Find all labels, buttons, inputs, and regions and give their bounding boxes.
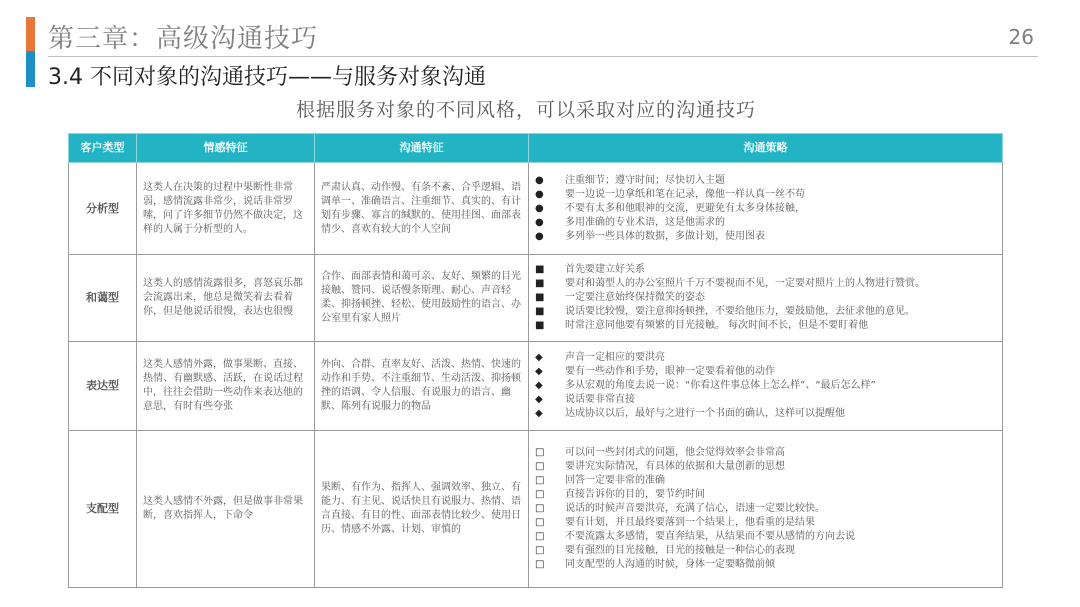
bullet-checkbox-icon: □	[535, 503, 545, 514]
table-header-row	[69, 134, 1003, 163]
communication-table	[68, 133, 1003, 588]
strategy-text: 直接告诉你的目的，要节约时间	[565, 489, 705, 500]
bullet-checkbox-icon: □	[535, 489, 545, 500]
bullet-checkbox-icon: □	[535, 559, 545, 570]
strategy-text: 不要流露太多感情，要直奔结果，从结果而不要从感情的方向去说	[565, 531, 855, 542]
list-item	[535, 216, 996, 230]
section-title: 3.4 不同对象的沟通技巧——与服务对象沟通	[48, 65, 486, 90]
list-item	[535, 474, 996, 488]
column-header-strategy: 沟通策略	[529, 134, 1003, 163]
bullet-circle-icon: ●	[535, 174, 544, 186]
strategy-text: 注重细节；遵守时间；尽快切入主题	[565, 174, 725, 186]
bullet-diamond-icon: ◆	[535, 380, 543, 391]
strategy-text: 回答一定要非常的准确	[565, 475, 665, 486]
list-item	[535, 319, 996, 333]
list-item	[535, 446, 996, 460]
bullet-diamond-icon: ◆	[535, 394, 543, 405]
emotion-cell: 这类人在决策的过程中果断性非常弱，感情流露非常少，说话非常罗嗦，问了许多细节仍然不做决定，这样的人属于分析型的人。	[137, 163, 315, 255]
strategy-text: 说话要比较慢，要注意抑扬顿挫，不要给他压力，要鼓励他，去征求他的意见。	[565, 306, 915, 317]
strategy-list	[535, 446, 996, 572]
communication-cell: 严肃认真、动作慢、有条不紊、合乎逻辑、语调单一、准确语言、注重细节、真实的、有计划有步骤、寡言的缄默的、使用挂图、面部表情少、喜欢有较大的个人空间	[315, 163, 529, 255]
list-item	[535, 291, 996, 305]
communication-cell: 外向、合群、直率友好、活泼、热情、快速的动作和手势、不注重细节、生动活泼、抑扬顿挫的语调、令人信服、有说服力的语言、幽默、陈列有说服力的物品	[315, 342, 529, 431]
accent-bar	[26, 17, 35, 87]
table-row	[69, 255, 1003, 342]
subtitle: 根据服务对象的不同风格，可以采取对应的沟通技巧	[296, 99, 757, 121]
list-item	[535, 558, 996, 572]
strategy-text: 说话要非常直接	[565, 394, 635, 405]
strategy-text: 可以问一些封闭式的问题，他会觉得效率会非常高	[565, 447, 785, 458]
strategy-text: 说话的时候声音要洪亮，充满了信心，语速一定要比较快。	[565, 503, 825, 514]
strategy-list	[535, 263, 996, 333]
list-item	[535, 351, 996, 365]
list-item	[535, 544, 996, 558]
customer-type-cell: 分析型	[69, 163, 137, 255]
strategy-text: 首先要建立好关系	[565, 264, 645, 275]
strategy-cell	[529, 163, 1003, 255]
bullet-circle-icon: ●	[535, 202, 544, 214]
strategy-text: 达成协议以后，最好与之进行一个书面的确认，这样可以提醒他	[565, 408, 845, 419]
strategy-text: 声音一定相应的要洪亮	[565, 352, 665, 363]
customer-type-cell: 和蔼型	[69, 255, 137, 342]
bullet-checkbox-icon: □	[535, 447, 545, 458]
bullet-circle-icon: ●	[535, 230, 544, 242]
bullet-circle-icon: ●	[535, 216, 544, 228]
list-item	[535, 516, 996, 530]
bullet-checkbox-icon: □	[535, 517, 545, 528]
bullet-diamond-icon: ◆	[535, 408, 543, 419]
strategy-text: 多用准确的专业术语，这是他需求的	[565, 216, 725, 228]
bullet-square-icon: ■	[535, 278, 545, 289]
bullet-checkbox-icon: □	[535, 531, 545, 542]
strategy-list	[535, 351, 996, 421]
strategy-text: 多列举一些具体的数据，多做计划，使用图表	[565, 230, 765, 242]
strategy-text: 要一边说一边拿纸和笔在记录，像他一样认真一丝不苟	[565, 188, 805, 200]
bullet-checkbox-icon: □	[535, 461, 545, 472]
strategy-cell	[529, 342, 1003, 431]
header-divider	[48, 56, 1038, 57]
customer-type-cell: 支配型	[69, 431, 137, 588]
list-item	[535, 488, 996, 502]
column-header-customer-type: 客户类型	[69, 134, 137, 163]
bullet-square-icon: ■	[535, 264, 545, 275]
emotion-cell: 这类人感情不外露，但是做事非常果断，喜欢指挥人，下命令	[137, 431, 315, 588]
list-item	[535, 174, 996, 188]
strategy-text: 要有强烈的目光接触，目光的接触是一种信心的表现	[565, 545, 795, 556]
list-item	[535, 277, 996, 291]
list-item	[535, 230, 996, 244]
list-item	[535, 460, 996, 474]
list-item	[535, 407, 996, 421]
emotion-cell: 这类人的感情流露很多，喜怒哀乐都会流露出来，他总是微笑着去看着你，但是他说话很慢，表达也很慢	[137, 255, 315, 342]
emotion-cell: 这类人感情外露，做事果断、直接、热情、有幽默感、活跃，在说话过程中，往往会借助一些动作来表达他的意思，有时有些夸张	[137, 342, 315, 431]
bullet-checkbox-icon: □	[535, 545, 545, 556]
list-item	[535, 188, 996, 202]
strategy-list	[535, 174, 996, 244]
strategy-text: 同支配型的人沟通的时候，身体一定要略微前倾	[565, 559, 775, 570]
bullet-circle-icon: ●	[535, 188, 544, 200]
strategy-text: 时常注意同他要有频繁的目光接触。 每次时间不长，但是不要盯着他	[565, 320, 869, 331]
list-item	[535, 393, 996, 407]
bullet-checkbox-icon: □	[535, 475, 545, 486]
table-row	[69, 163, 1003, 255]
column-header-communication: 沟通特征	[315, 134, 529, 163]
bullet-diamond-icon: ◆	[535, 366, 543, 377]
strategy-cell	[529, 255, 1003, 342]
customer-type-cell: 表达型	[69, 342, 137, 431]
communication-cell: 果断、有作为、指挥人、强调效率、独立、有能力、有主见、说话快且有说服力、热情、语言直接、有目的性、面部表情比较少、使用日历、情感不外露、计划、审慎的	[315, 431, 529, 588]
strategy-text: 要对和蔼型人的办公室照片千万不要视而不见，一定要对照片上的人物进行赞赏。	[565, 278, 925, 289]
communication-cell: 合作、面部表情和蔼可亲、友好、频繁的目光接触、赞同、说话慢条斯理、耐心、声音轻柔、抑扬顿挫、轻松、使用鼓励性的语言、办公室里有家人照片	[315, 255, 529, 342]
strategy-cell	[529, 431, 1003, 588]
bullet-square-icon: ■	[535, 306, 545, 317]
list-item	[535, 305, 996, 319]
table-row	[69, 342, 1003, 431]
bullet-square-icon: ■	[535, 320, 545, 331]
list-item	[535, 502, 996, 516]
strategy-text: 要有计划，并且最终要落到一个结果上，他看重的是结果	[565, 517, 815, 528]
chapter-title: 第三章：高级沟通技巧	[48, 24, 319, 54]
strategy-text: 多从宏观的角度去说一说：“你看这件事总体上怎么样”、“最后怎么样”	[565, 380, 876, 391]
page-number: 26	[1008, 25, 1034, 49]
list-item	[535, 202, 996, 216]
list-item	[535, 530, 996, 544]
bullet-diamond-icon: ◆	[535, 352, 543, 363]
list-item	[535, 379, 996, 393]
strategy-text: 要讲究实际情况，有具体的依据和大量创新的思想	[565, 461, 785, 472]
accent-bar-orange	[26, 17, 35, 51]
strategy-text: 一定要注意始终保持微笑的姿态	[565, 292, 705, 303]
column-header-emotion: 情感特征	[137, 134, 315, 163]
table-row	[69, 431, 1003, 588]
list-item	[535, 365, 996, 379]
strategy-text: 要有一些动作和手势，眼神一定要看着他的动作	[565, 366, 775, 377]
bullet-square-icon: ■	[535, 292, 545, 303]
strategy-text: 不要有太多和他眼神的交流，更避免有太多身体接触，	[565, 202, 805, 214]
list-item	[535, 263, 996, 277]
